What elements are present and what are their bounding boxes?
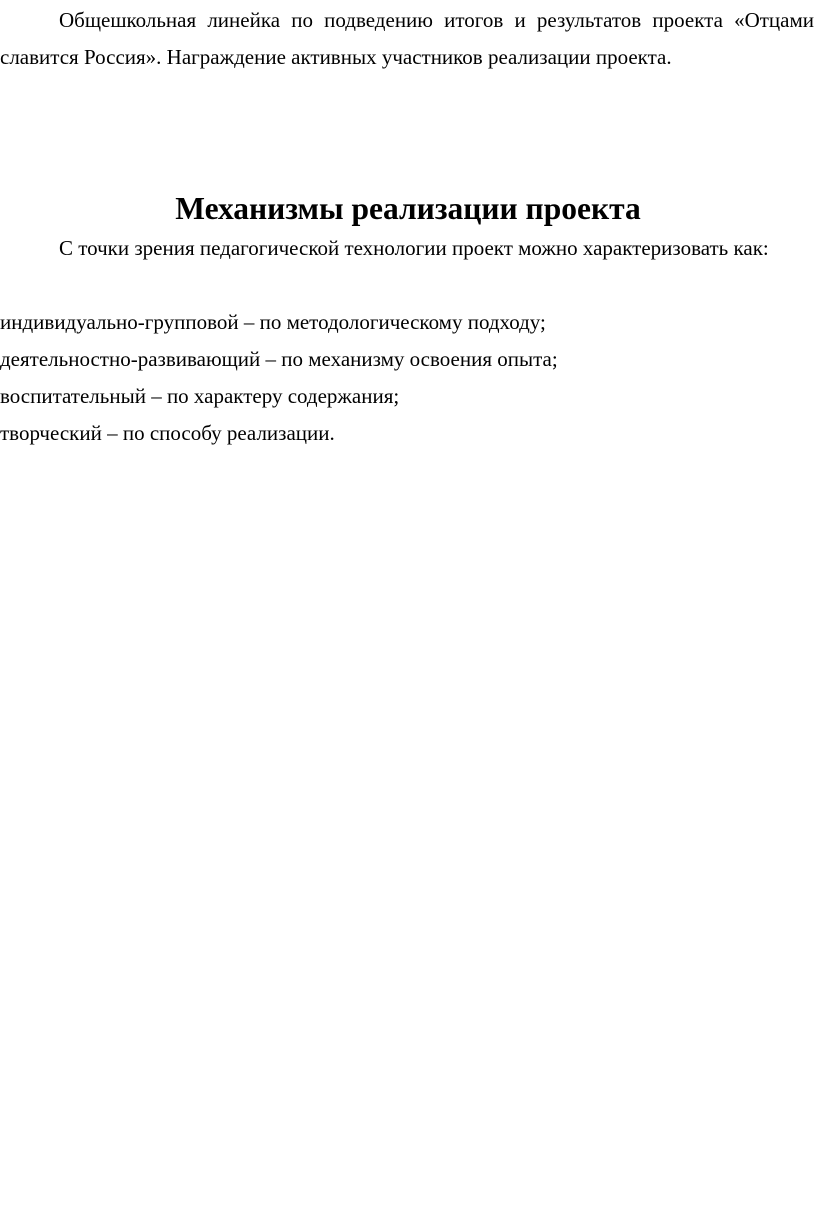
section-heading: Механизмы реализации проекта — [175, 191, 641, 226]
list-item: деятельностно-развивающий – по механизму освоения опыта; — [0, 347, 558, 371]
characteristics-list — [0, 304, 814, 452]
list-item: воспитательный – по характеру содержания; — [0, 384, 400, 408]
intro-paragraph: Общешкольная линейка по подведению итогов и результатов проекта «Отцами славится Россия». Награждение активных участников реализации проекта. — [0, 8, 814, 69]
list-item: индивидуально-групповой – по методологическому подходу; — [0, 310, 546, 334]
list-item: творческий – по способу реализации. — [0, 421, 335, 445]
lead-paragraph: С точки зрения педагогической технологии проект можно характеризовать как: — [59, 236, 769, 260]
